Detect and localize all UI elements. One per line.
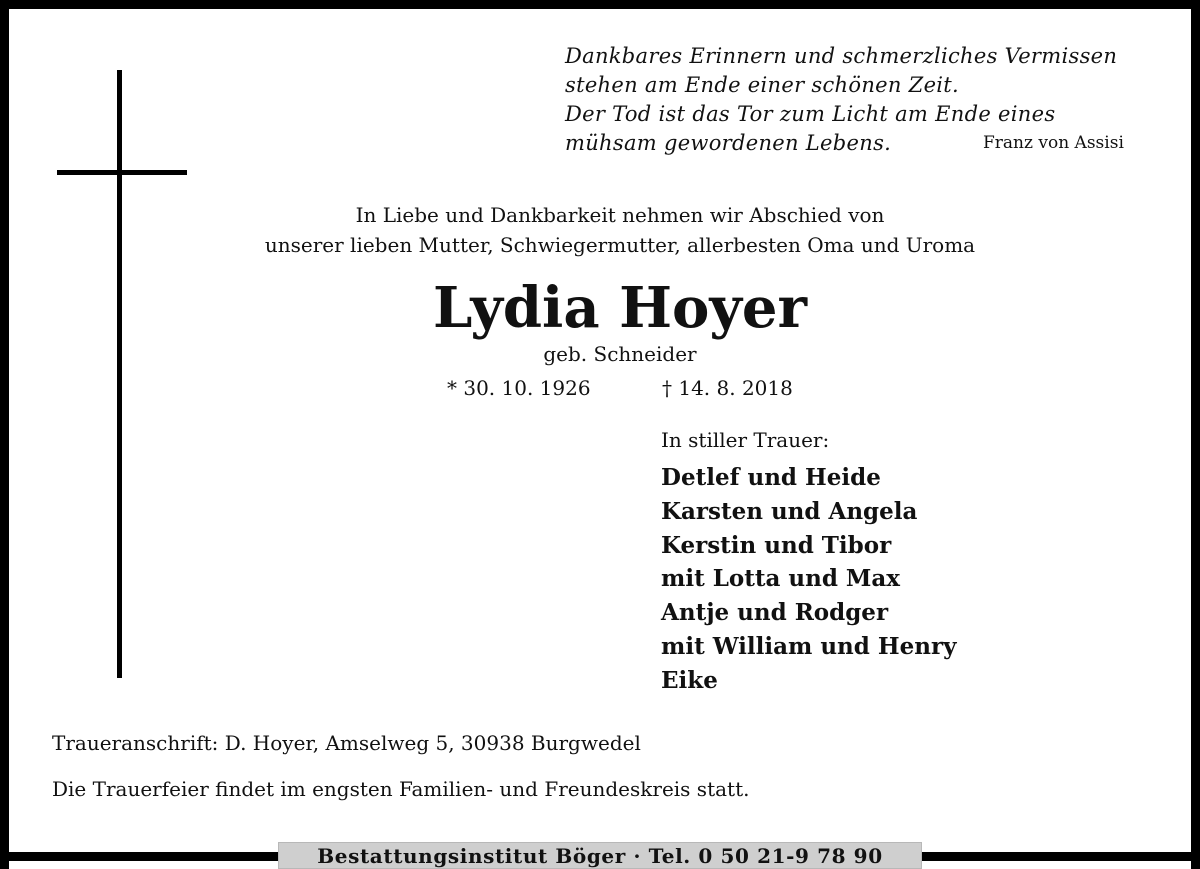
birth-name: geb. Schneider xyxy=(543,342,697,366)
birth-date: * 30. 10. 1926 xyxy=(447,376,591,400)
cross-icon xyxy=(117,70,122,678)
mourner: Antje und Rodger xyxy=(661,599,889,627)
mourner: Eike xyxy=(661,666,718,694)
quote-line: stehen am Ende einer schönen Zeit. xyxy=(565,73,960,97)
quote-line: Dankbares Erinnern und schmerzliches Vermissen xyxy=(565,44,1118,68)
intro-text xyxy=(160,200,1080,260)
ceremony-note: Die Trauerfeier findet im engsten Familien- und Freundeskreis statt. xyxy=(52,777,750,801)
mourning-address: Traueranschrift: D. Hoyer, Amselweg 5, 30938 Burgwedel xyxy=(52,731,641,755)
mourning-label: In stiller Trauer: xyxy=(661,428,830,452)
intro-line: unserer lieben Mutter, Schwiegermutter, allerbesten Oma und Uroma xyxy=(264,233,976,257)
mourners-list xyxy=(661,461,956,698)
mourner: Karsten und Angela xyxy=(661,497,918,525)
cross-icon-bar xyxy=(57,170,187,175)
mourner: Kerstin und Tibor xyxy=(661,531,892,559)
mourner: Detlef und Heide xyxy=(661,464,881,491)
deceased-name: Lydia Hoyer xyxy=(432,275,808,341)
quote-line: Der Tod ist das Tor zum Licht am Ende eines xyxy=(565,102,1056,126)
mourner: mit William und Henry xyxy=(661,632,957,660)
intro-line: In Liebe und Dankbarkeit nehmen wir Abschied von xyxy=(355,203,885,227)
quote-author: Franz von Assisi xyxy=(983,133,1124,153)
quote-line: mühsam gewordenen Lebens. xyxy=(565,131,892,155)
mourner: mit Lotta und Max xyxy=(661,565,900,593)
death-date: † 14. 8. 2018 xyxy=(662,376,793,400)
funeral-home-contact: Bestattungsinstitut Böger · Tel. 0 50 21-9 78 90 xyxy=(317,843,883,868)
funeral-home-footer xyxy=(278,842,922,869)
